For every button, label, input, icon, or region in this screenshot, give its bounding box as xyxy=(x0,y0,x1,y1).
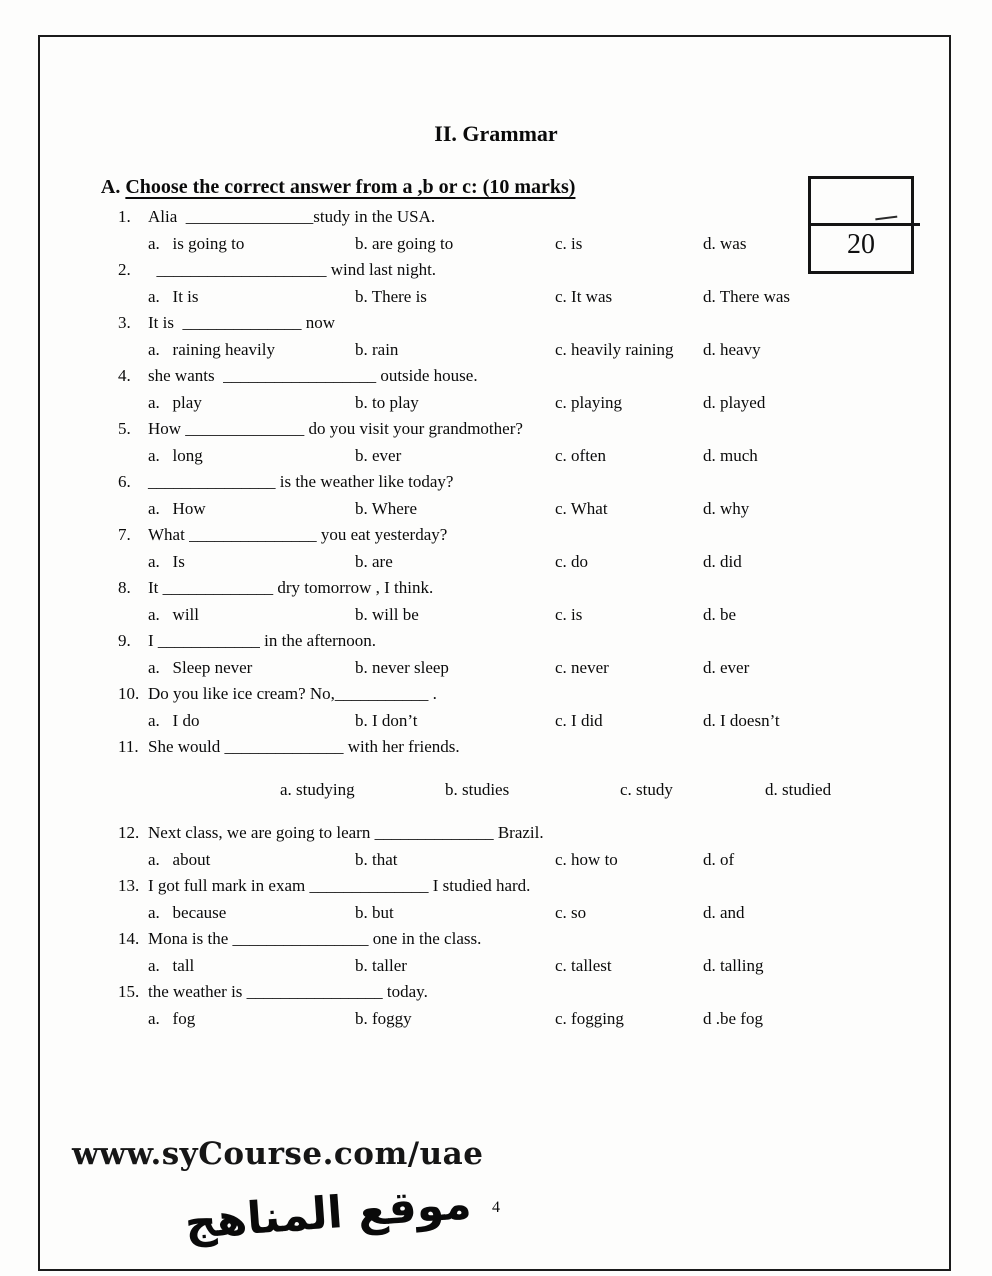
option-c: c. how to xyxy=(555,849,618,869)
question-number: 2. xyxy=(118,260,131,279)
option-c: c. What xyxy=(555,498,608,518)
question-number: 8. xyxy=(118,578,131,597)
option-c: c. never xyxy=(555,657,609,677)
option-a: a. Sleep never xyxy=(148,657,253,677)
option-d: d. ever xyxy=(703,657,750,677)
question-number: 15. xyxy=(118,982,140,1001)
options-row xyxy=(118,655,918,682)
options-row xyxy=(118,443,918,470)
question-number: 4. xyxy=(118,366,131,385)
arabic-handwriting: موقع المناهج xyxy=(183,1178,473,1249)
section-heading-line xyxy=(92,153,575,199)
question-number: 14. xyxy=(118,929,140,948)
question-text: It _____________ dry tomorrow , I think. xyxy=(148,578,434,597)
option-d: d. heavy xyxy=(703,339,761,359)
option-b: b. will be xyxy=(355,604,419,624)
question-number: 11. xyxy=(118,737,139,756)
question-text-line xyxy=(118,979,918,1006)
question-text-line xyxy=(118,628,918,655)
question-text-line xyxy=(118,310,918,337)
question-number: 12. xyxy=(118,823,140,842)
options-row xyxy=(118,847,918,874)
option-b: b. rain xyxy=(355,339,399,359)
option-d: d. did xyxy=(703,551,742,571)
option-d: d. was xyxy=(703,233,747,253)
option-d: d. why xyxy=(703,498,750,518)
option-a: a. raining heavily xyxy=(148,339,275,359)
option-d: d. talling xyxy=(703,955,764,975)
question-4 xyxy=(118,363,918,416)
option-b: b. I don’t xyxy=(355,710,418,730)
option-a: a. It is xyxy=(148,286,199,306)
option-b: b. ever xyxy=(355,445,402,465)
question-9 xyxy=(118,628,918,681)
question-text-line xyxy=(118,926,918,953)
question-text-line xyxy=(118,363,918,390)
question-text-line xyxy=(118,257,918,284)
option-d: d. of xyxy=(703,849,735,869)
question-text: _______________ is the weather like today? xyxy=(148,472,454,491)
option-b: b. taller xyxy=(355,955,407,975)
question-text-line xyxy=(118,681,918,708)
option-b: b. Where xyxy=(355,498,417,518)
option-c: c. so xyxy=(555,902,587,922)
option-a: a. will xyxy=(148,604,199,624)
option-a: a. tall xyxy=(148,955,195,975)
question-number: 3. xyxy=(118,313,131,332)
question-number: 13. xyxy=(118,876,140,895)
question-number: 5. xyxy=(118,419,131,438)
question-text: she wants __________________ outside house. xyxy=(148,366,478,385)
option-d: d. played xyxy=(703,392,766,412)
options-row xyxy=(118,496,918,523)
option-a: a. fog xyxy=(148,1008,196,1028)
section-label: A. xyxy=(100,176,126,198)
options-row xyxy=(118,1006,918,1033)
options-row xyxy=(118,390,918,417)
question-10 xyxy=(118,681,918,734)
option-b: b. are xyxy=(355,551,393,571)
question-text-line xyxy=(118,734,918,761)
question-text: Do you like ice cream? No,___________ . xyxy=(148,684,437,703)
question-text: I ____________ in the afternoon. xyxy=(148,631,377,650)
options-row xyxy=(118,900,918,927)
option-b: b. foggy xyxy=(355,1008,412,1028)
option-c: c. is xyxy=(555,233,583,253)
questions xyxy=(118,204,918,1032)
option-d: d. much xyxy=(703,445,758,465)
option-b: b. never sleep xyxy=(355,657,449,677)
page-number: 4 xyxy=(492,1199,500,1216)
options-row xyxy=(118,337,918,364)
score-value: 20 xyxy=(847,229,875,260)
option-b: b. are going to xyxy=(355,233,454,253)
question-text-line xyxy=(118,873,918,900)
question-5 xyxy=(118,416,918,469)
options-row xyxy=(118,231,918,258)
option-a: a. I do xyxy=(148,710,200,730)
question-text: Next class, we are going to learn ______________ Brazil. xyxy=(148,823,544,842)
options-row xyxy=(118,777,918,804)
option-a: a. studying xyxy=(280,779,355,799)
question-text: Mona is the ________________ one in the class. xyxy=(148,929,482,948)
question-number: 7. xyxy=(118,525,131,544)
option-b: b. but xyxy=(355,902,394,922)
option-b: b. There is xyxy=(355,286,427,306)
options-row xyxy=(118,549,918,576)
option-d: d. studied xyxy=(765,779,832,799)
option-b: b. studies xyxy=(445,779,510,799)
option-d: d .be fog xyxy=(703,1008,763,1028)
option-d: d. There was xyxy=(703,286,791,306)
question-number: 9. xyxy=(118,631,131,650)
option-d: d. and xyxy=(703,902,745,922)
options-row xyxy=(118,602,918,629)
option-c: c. heavily raining xyxy=(555,339,674,359)
option-c: c. tallest xyxy=(555,955,612,975)
question-number: 1. xyxy=(118,207,131,226)
option-b: b. that xyxy=(355,849,398,869)
option-a: a. because xyxy=(148,902,227,922)
section-heading-text: Choose the correct answer from a ,b or c: (10 marks) xyxy=(125,176,576,198)
question-11 xyxy=(118,734,918,803)
question-text: It is ______________ now xyxy=(148,313,335,332)
option-c: c. It was xyxy=(555,286,613,306)
option-a: a. play xyxy=(148,392,202,412)
option-c: c. I did xyxy=(555,710,603,730)
option-c: c. playing xyxy=(555,392,623,412)
question-number: 6. xyxy=(118,472,131,491)
question-text-line xyxy=(118,575,918,602)
question-text: ____________________ wind last night. xyxy=(148,260,437,279)
question-text: I got full mark in exam ______________ I studied hard. xyxy=(148,876,531,895)
options-row xyxy=(118,953,918,980)
question-text: Alia _______________study in the USA. xyxy=(148,207,436,226)
question-15 xyxy=(118,979,918,1032)
question-12 xyxy=(118,820,918,873)
option-a: a. How xyxy=(148,498,206,518)
option-c: c. is xyxy=(555,604,583,624)
option-c: c. do xyxy=(555,551,589,571)
question-text-line xyxy=(118,820,918,847)
option-a: a. long xyxy=(148,445,203,465)
question-14 xyxy=(118,926,918,979)
question-1 xyxy=(118,204,918,257)
question-number: 10. xyxy=(118,684,140,703)
option-d: d. be xyxy=(703,604,737,624)
question-text: How ______________ do you visit your grandmother? xyxy=(148,419,523,438)
question-6 xyxy=(118,469,918,522)
question-2 xyxy=(118,257,918,310)
question-text: What _______________ you eat yesterday? xyxy=(148,525,448,544)
question-7 xyxy=(118,522,918,575)
question-text-line xyxy=(118,469,918,496)
options-row xyxy=(118,708,918,735)
question-text-line xyxy=(118,204,918,231)
question-8 xyxy=(118,575,918,628)
option-b: b. to play xyxy=(355,392,419,412)
question-text: She would ______________ with her friends. xyxy=(148,737,460,756)
doc-title: II. Grammar xyxy=(434,121,558,146)
option-a: a. about xyxy=(148,849,211,869)
question-3 xyxy=(118,310,918,363)
question-13 xyxy=(118,873,918,926)
option-c: c. often xyxy=(555,445,606,465)
option-a: a. Is xyxy=(148,551,185,571)
question-text-line xyxy=(118,522,918,549)
question-text-line xyxy=(118,416,918,443)
watermark-text: www.syCourse.com/uae xyxy=(72,1136,484,1172)
option-c: c. study xyxy=(620,779,673,799)
option-a: a. is going to xyxy=(148,233,245,253)
options-row xyxy=(118,284,918,311)
question-text: the weather is ________________ today. xyxy=(148,982,428,1001)
option-c: c. fogging xyxy=(555,1008,624,1028)
option-d: d. I doesn’t xyxy=(703,710,780,730)
